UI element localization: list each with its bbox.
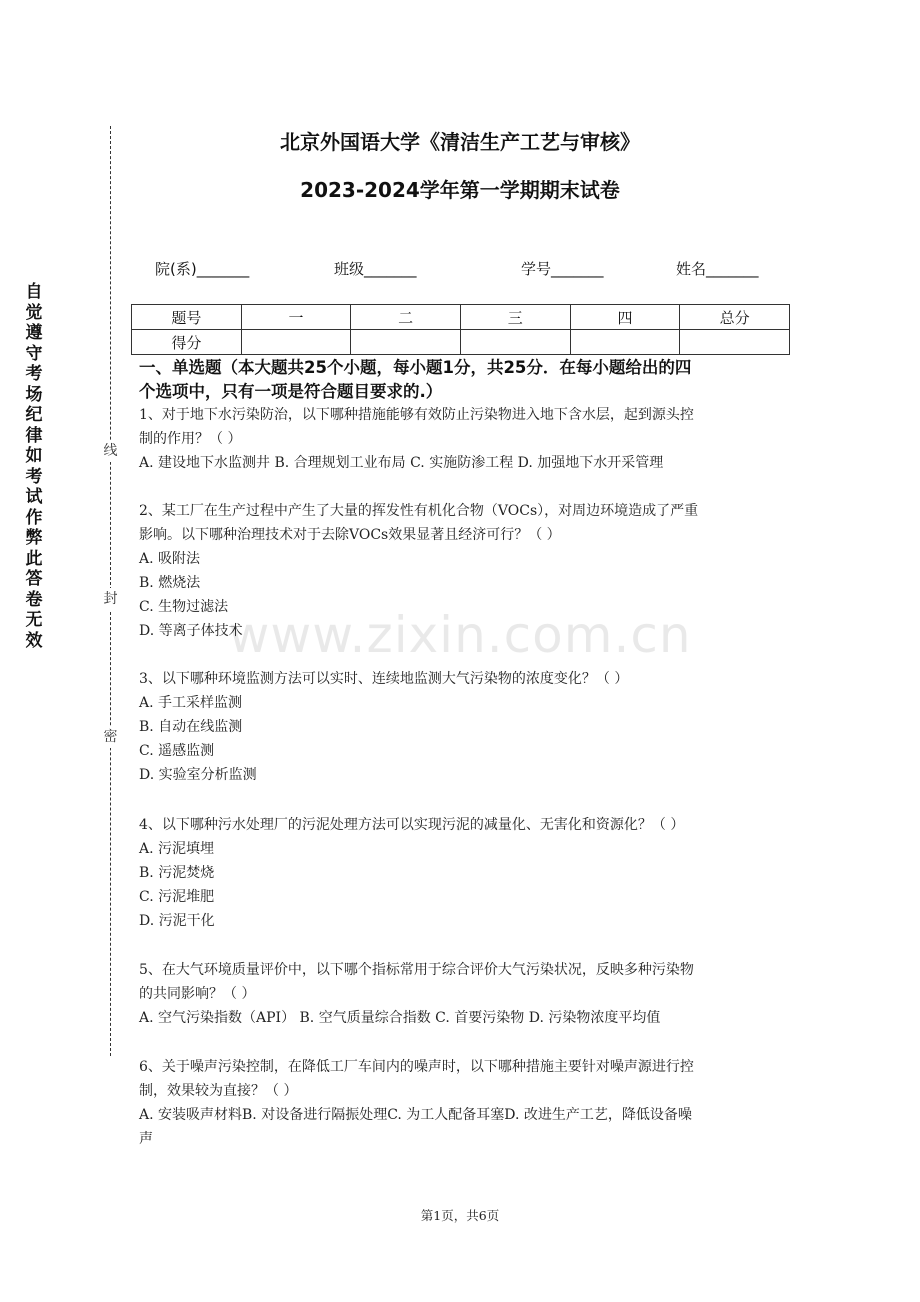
question-2-option-a: A. 吸附法 [139, 551, 201, 567]
department-field: 院(系)_______ [155, 260, 250, 278]
question-2-stem: 2、某工厂在生产过程中产生了大量的挥发性有机化合物（VOCs），对周边环境造成了严重 [139, 503, 699, 519]
question-4-option-b: B. 污泥焚烧 [139, 865, 215, 881]
question-3-option-d: D. 实验室分析监测 [139, 767, 257, 783]
question-2-option-d: D. 等离子体技术 [139, 623, 243, 639]
exam-title-term: 2023-2024学年第一学期期末试卷 [300, 178, 620, 202]
score-cell [351, 330, 461, 355]
score-table-score-row [132, 330, 790, 355]
page-number: 第1页，共6页 [420, 1208, 500, 1223]
section-heading-line: 个选项中，只有一项是符合题目要求的.） [139, 382, 443, 401]
score-cell [241, 330, 351, 355]
student-id-field: 学号_______ [521, 260, 604, 278]
question-5-options: A. 空气污染指数（API） B. 空气质量综合指数 C. 首要污染物 D. 污染物浓度平均值 [139, 1010, 661, 1026]
question-3-option-a: A. 手工采样监测 [139, 695, 243, 711]
question-4-option-c: C. 污泥堆肥 [139, 889, 215, 905]
exam-discipline-notice: 自觉遵守考场纪律如考试作弊此答卷无效 [25, 282, 43, 651]
score-header-cell: 总分 [680, 305, 790, 330]
score-row-label: 得分 [132, 330, 242, 355]
question-4-option-a: A. 污泥填埋 [139, 841, 215, 857]
question-2-stem: 影响。以下哪种治理技术对于去除VOCs效果显著且经济可行？（ ） [139, 527, 561, 543]
binding-mark-secret: 密 [102, 726, 119, 748]
question-1-stem: 制的作用？（ ） [139, 431, 242, 447]
student-info-row [0, 258, 920, 282]
question-6-stem: 制，效果较为直接？（ ） [139, 1083, 298, 1099]
question-2-option-b: B. 燃烧法 [139, 575, 201, 591]
score-header-cell: 题号 [132, 305, 242, 330]
score-table-header-row [132, 305, 790, 330]
question-2-option-c: C. 生物过滤法 [139, 599, 229, 615]
question-6-stem: 6、关于噪声污染控制，在降低工厂车间内的噪声时，以下哪种措施主要针对噪声源进行控 [139, 1059, 694, 1075]
question-5-stem: 的共同影响？（ ） [139, 986, 256, 1002]
score-header-cell: 四 [570, 305, 680, 330]
name-field: 姓名_______ [676, 260, 759, 278]
score-header-cell: 二 [351, 305, 461, 330]
score-cell [680, 330, 790, 355]
question-1-stem: 1、对于地下水污染防治，以下哪种措施能够有效防止污染物进入地下含水层，起到源头控 [139, 407, 694, 423]
score-table [131, 304, 790, 355]
question-3-option-c: C. 遥感监测 [139, 743, 215, 759]
section-heading [139, 356, 789, 404]
question-4-stem: 4、以下哪种污水处理厂的污泥处理方法可以实现污泥的减量化、无害化和资源化？（ ） [139, 817, 685, 833]
question-3-stem: 3、以下哪种环境监测方法可以实时、连续地监测大气污染物的浓度变化？（ ） [139, 671, 629, 687]
question-6-options: A. 安装吸声材料B. 对设备进行隔振处理C. 为工人配备耳塞D. 改进生产工艺，降低设备噪 [139, 1107, 692, 1123]
binding-mark-seal: 封 [102, 588, 119, 610]
score-header-cell: 一 [241, 305, 351, 330]
exam-title-course: 北京外国语大学《清洁生产工艺与审核》 [280, 130, 640, 154]
question-1-options: A. 建设地下水监测井 B. 合理规划工业布局 C. 实施防渗工程 D. 加强地下水开采管理 [139, 455, 664, 471]
question-4-option-d: D. 污泥干化 [139, 913, 215, 929]
score-cell [460, 330, 570, 355]
binding-mark-line: 线 [102, 440, 119, 462]
class-field: 班级_______ [334, 260, 417, 278]
section-heading-line: 一、单选题（本大题共25个小题，每小题1分，共25分．在每小题给出的四 [139, 358, 692, 377]
question-6-options: 声 [139, 1131, 153, 1147]
score-cell [570, 330, 680, 355]
score-header-cell: 三 [460, 305, 570, 330]
question-3-option-b: B. 自动在线监测 [139, 719, 243, 735]
question-5-stem: 5、在大气环境质量评价中，以下哪个指标常用于综合评价大气污染状况，反映多种污染物 [139, 962, 694, 978]
site-watermark: www.zixin.com.cn [228, 606, 692, 664]
